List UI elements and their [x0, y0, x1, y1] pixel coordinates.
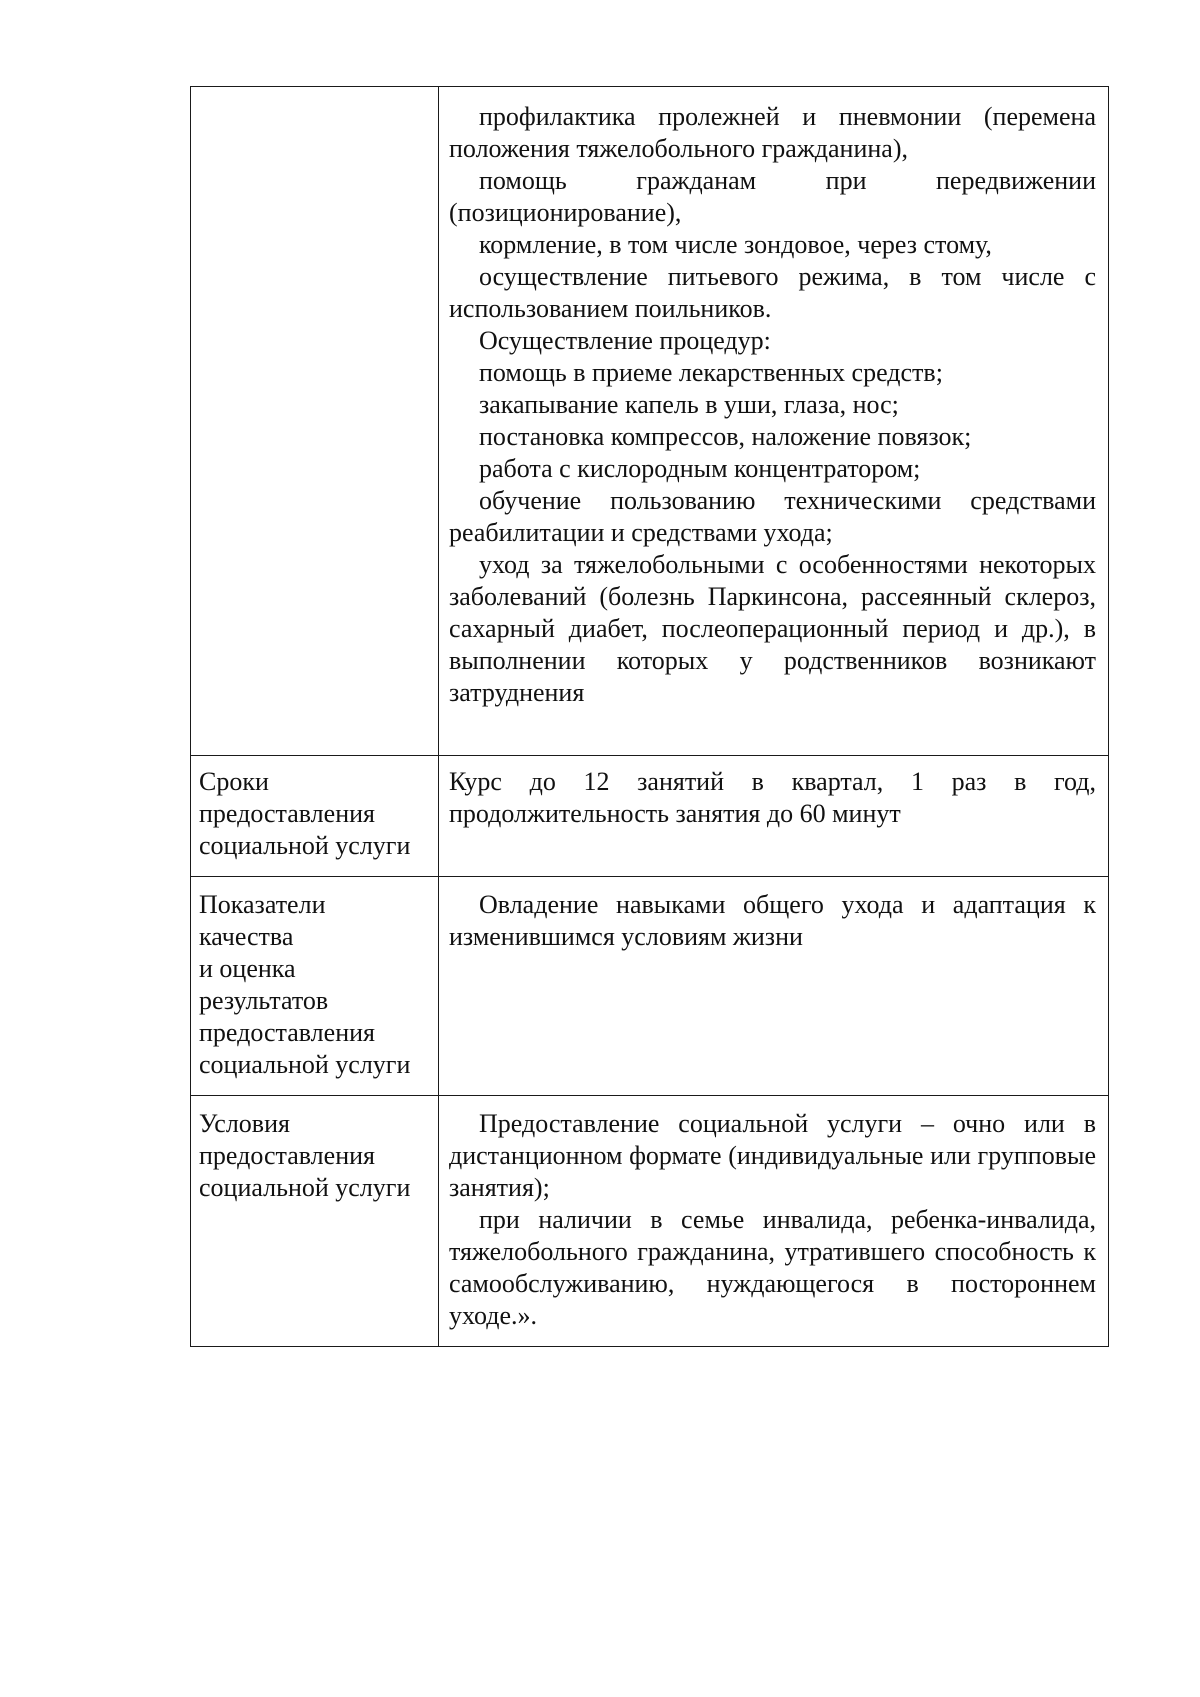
row-label-cell [191, 87, 439, 756]
row-label: Условия предоставления социальной услуги [199, 1109, 411, 1202]
paragraph: закапывание капель в уши, глаза, нос; [479, 390, 899, 419]
row-label: Показатели качества и оценка результатов предоставления социальной услуги [199, 890, 411, 1079]
row-content-cell [439, 756, 1109, 877]
row-content-cell [439, 87, 1109, 756]
row-label: Сроки предоставления социальной услуги [199, 767, 411, 860]
paragraph: помощь в приеме лекарственных средств; [479, 358, 943, 387]
paragraph: Осуществление процедур: [479, 326, 771, 355]
paragraph: осуществление питьевого режима, в том числе с использованием поильников. [449, 262, 1096, 323]
table-row-service-terms [191, 756, 1109, 877]
paragraph: Предоставление социальной услуги – очно или в дистанционном формате (индивидуальные или групповые занятия); [449, 1109, 1096, 1202]
table-row-care-procedures [191, 87, 1109, 756]
table-row-service-conditions [191, 1096, 1109, 1347]
row-label-cell [191, 756, 439, 877]
service-description-table [190, 86, 1109, 1347]
row-content-cell [439, 1096, 1109, 1347]
row-label-cell [191, 877, 439, 1096]
paragraph: уход за тяжелобольными с особенностями некоторых заболеваний (болезнь Паркинсона, рассеянный склероз, сахарный диабет, послеоперационный период и др.), в выполнении которых у родственников возникают затруднения [449, 550, 1096, 707]
paragraph: кормление, в том числе зондовое, через стому, [479, 230, 992, 259]
row-content-cell [439, 877, 1109, 1096]
row-label-cell [191, 1096, 439, 1347]
paragraph: постановка компрессов, наложение повязок; [479, 422, 972, 451]
paragraph: Овладение навыками общего ухода и адаптация к изменившимся условиям жизни [449, 890, 1096, 951]
paragraph: профилактика пролежней и пневмонии (перемена положения тяжелобольного гражданина), [449, 102, 1096, 163]
paragraph: помощь гражданам при передвижении (позиционирование), [449, 166, 1096, 227]
table-row-quality-indicators [191, 877, 1109, 1096]
paragraph: Курс до 12 занятий в квартал, 1 раз в год, продолжительность занятия до 60 минут [449, 767, 1096, 828]
paragraph: работа с кислородным концентратором; [479, 454, 921, 483]
paragraph: при наличии в семье инвалида, ребенка-инвалида, тяжелобольного гражданина, утратившего способность к самообслуживанию, нуждающегося в постороннем уходе.». [449, 1205, 1096, 1330]
paragraph: обучение пользованию техническими средствами реабилитации и средствами ухода; [449, 486, 1096, 547]
